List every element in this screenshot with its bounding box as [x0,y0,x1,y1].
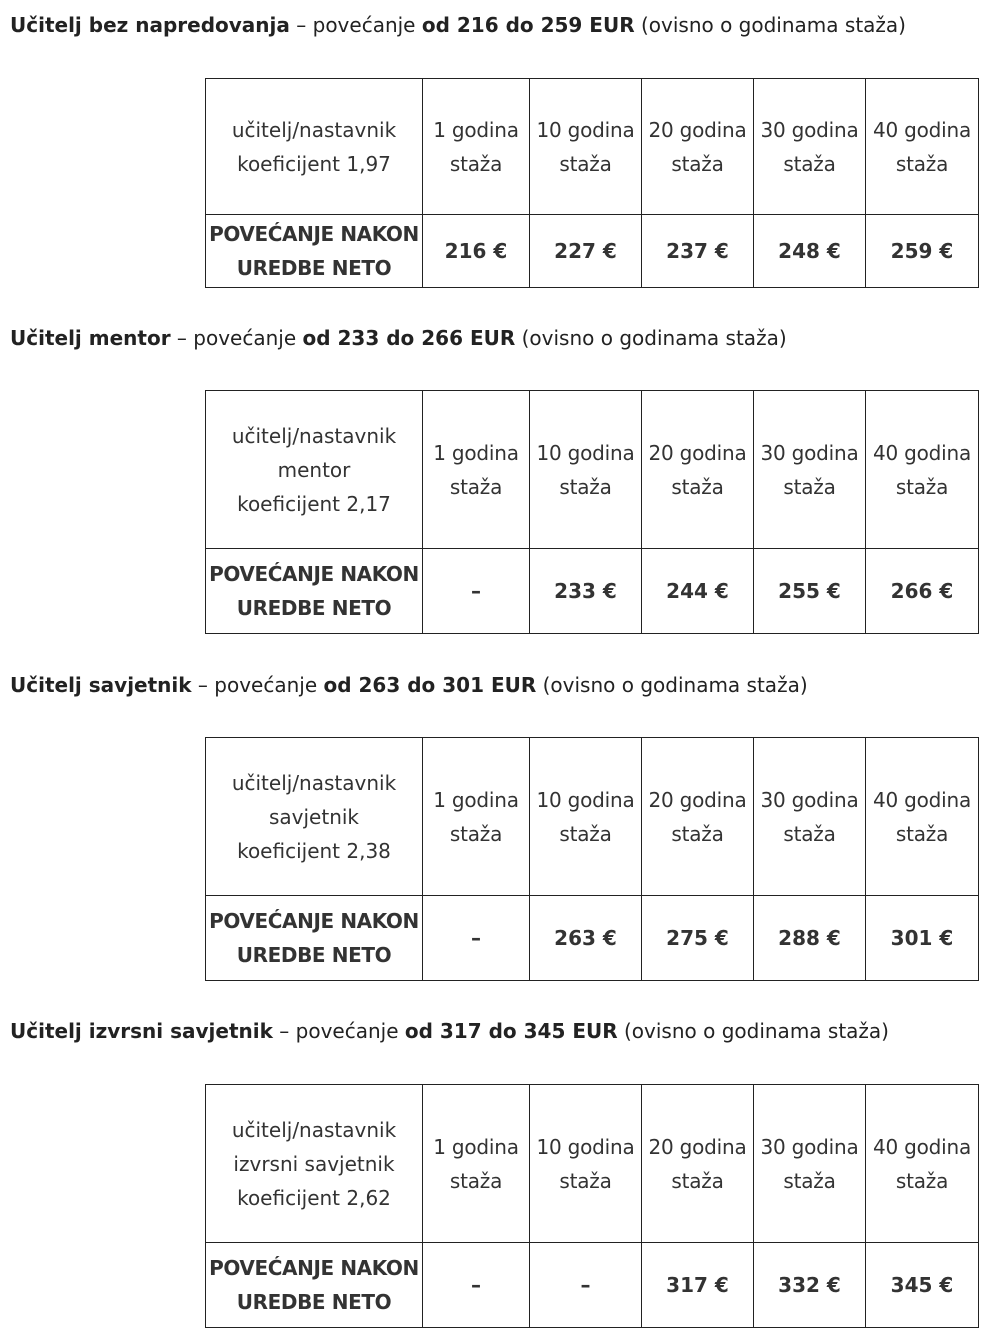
years-label: 20 godina [648,117,747,142]
years-cell [866,738,979,896]
table-value-row [206,549,979,634]
heading-role: Učitelj savjetnik [10,673,192,697]
value-cell: 248 € [754,215,866,288]
years-unit: staža [895,1168,949,1193]
row-label-cell [206,549,423,634]
table-value-row [206,896,979,981]
heading-connector: – povećanje [170,326,303,350]
value-cell: 216 € [423,215,530,288]
value-cell: 266 € [866,549,979,634]
years-unit: staža [895,474,949,499]
heading-note: (ovisno o godinama staža) [536,673,808,697]
section-heading-savjetnik [10,672,808,698]
years-unit: staža [671,1168,724,1193]
years-unit: staža [449,151,503,176]
value-cell: 255 € [754,549,866,634]
row-label-cell [206,215,423,288]
table-header-row [206,1085,979,1243]
years-cell [866,391,979,549]
section-heading-mentor [10,325,787,351]
heading-note: (ovisno o godinama staža) [617,1019,889,1043]
years-cell [866,79,979,215]
years-label: 40 godina [872,440,972,465]
heading-range: od 233 do 266 EUR [302,326,516,350]
years-cell [642,1085,754,1243]
years-cell [530,1085,642,1243]
role-cell [206,79,423,215]
value-cell: 317 € [642,1243,754,1328]
row-label-line: UREDBE NETO [236,596,392,620]
years-cell [530,738,642,896]
table-header-row [206,391,979,549]
table-value-row [206,215,979,288]
role-line: koeficijent 2,38 [237,838,391,863]
years-unit: staža [783,151,836,176]
heading-range: od 317 do 345 EUR [404,1019,618,1043]
salary-table-bez-napredovanja [205,78,979,288]
years-unit: staža [449,821,503,846]
row-label-line: UREDBE NETO [236,256,392,280]
row-label-line: POVEĆANJE NAKON [209,909,419,933]
salary-table-izvrsni-savjetnik [205,1084,979,1328]
value-cell: – [423,896,530,981]
years-cell [642,79,754,215]
role-cell [206,1085,423,1243]
role-line: učitelj/nastavnik [231,423,397,448]
years-cell [754,1085,866,1243]
row-label-cell [206,896,423,981]
years-label: 40 godina [872,1134,972,1159]
years-unit: staža [783,474,836,499]
years-cell [754,79,866,215]
years-label: 20 godina [648,440,747,465]
years-cell [423,391,530,549]
section-heading-izvrsni-savjetnik [10,1018,889,1044]
value-cell: 237 € [642,215,754,288]
role-line: koeficijent 2,17 [237,491,391,516]
heading-note: (ovisno o godinama staža) [515,326,787,350]
row-label-line: UREDBE NETO [236,943,392,967]
years-unit: staža [449,1168,503,1193]
years-unit: staža [449,474,503,499]
salary-table-mentor [205,390,979,634]
years-label: 40 godina [872,787,972,812]
heading-role: Učitelj mentor [10,326,171,350]
years-unit: staža [671,821,724,846]
value-cell: 259 € [866,215,979,288]
row-label-line: POVEĆANJE NAKON [209,222,419,246]
years-label: 10 godina [536,440,635,465]
years-unit: staža [671,151,724,176]
value-cell: – [530,1243,642,1328]
years-cell [530,391,642,549]
value-cell: 233 € [530,549,642,634]
years-label: 40 godina [872,117,972,142]
value-cell: 244 € [642,549,754,634]
years-cell [423,738,530,896]
years-unit: staža [559,151,612,176]
years-unit: staža [783,821,836,846]
heading-range: od 263 do 301 EUR [323,673,537,697]
years-cell [642,738,754,896]
years-label: 30 godina [760,440,859,465]
years-unit: staža [559,474,612,499]
heading-connector: – povećanje [191,673,324,697]
heading-connector: – povećanje [289,13,422,37]
row-label-cell [206,1243,423,1328]
heading-range: od 216 do 259 EUR [421,13,635,37]
heading-connector: – povećanje [272,1019,405,1043]
value-cell: 275 € [642,896,754,981]
value-cell: 332 € [754,1243,866,1328]
value-cell: 227 € [530,215,642,288]
role-line: učitelj/nastavnik [231,770,397,795]
years-unit: staža [559,1168,612,1193]
years-cell [530,79,642,215]
table-value-row [206,1243,979,1328]
heading-note: (ovisno o godinama staža) [634,13,906,37]
years-label: 1 godina [433,1134,519,1159]
heading-role: Učitelj bez napredovanja [10,13,290,37]
years-cell [642,391,754,549]
years-label: 10 godina [536,117,635,142]
role-cell [206,391,423,549]
years-label: 1 godina [433,440,519,465]
years-unit: staža [559,821,612,846]
row-label-line: POVEĆANJE NAKON [209,562,419,586]
years-label: 1 godina [433,787,519,812]
years-unit: staža [895,151,949,176]
years-label: 30 godina [760,1134,859,1159]
role-line: učitelj/nastavnik [231,117,397,142]
row-label-line: UREDBE NETO [236,1290,392,1314]
role-line: koeficijent 1,97 [237,151,391,176]
years-unit: staža [783,1168,836,1193]
table-header-row [206,79,979,215]
role-line: mentor [277,457,351,482]
table-header-row [206,738,979,896]
years-label: 10 godina [536,787,635,812]
value-cell: 288 € [754,896,866,981]
years-unit: staža [671,474,724,499]
role-line: izvrsni savjetnik [233,1151,395,1176]
years-label: 10 godina [536,1134,635,1159]
years-label: 30 godina [760,117,859,142]
role-line: koeficijent 2,62 [237,1185,391,1210]
value-cell: 263 € [530,896,642,981]
row-label-line: POVEĆANJE NAKON [209,1256,419,1280]
years-cell [754,391,866,549]
years-label: 20 godina [648,787,747,812]
value-cell: – [423,549,530,634]
years-label: 20 godina [648,1134,747,1159]
years-cell [423,1085,530,1243]
value-cell: 345 € [866,1243,979,1328]
years-unit: staža [895,821,949,846]
heading-role: Učitelj izvrsni savjetnik [10,1019,273,1043]
section-heading-bez-napredovanja [10,12,906,38]
years-cell [754,738,866,896]
role-line: učitelj/nastavnik [231,1117,397,1142]
years-cell [866,1085,979,1243]
years-label: 1 godina [433,117,519,142]
value-cell: 301 € [866,896,979,981]
salary-table-savjetnik [205,737,979,981]
years-cell [423,79,530,215]
years-label: 30 godina [760,787,859,812]
value-cell: – [423,1243,530,1328]
role-cell [206,738,423,896]
role-line: savjetnik [268,804,360,829]
